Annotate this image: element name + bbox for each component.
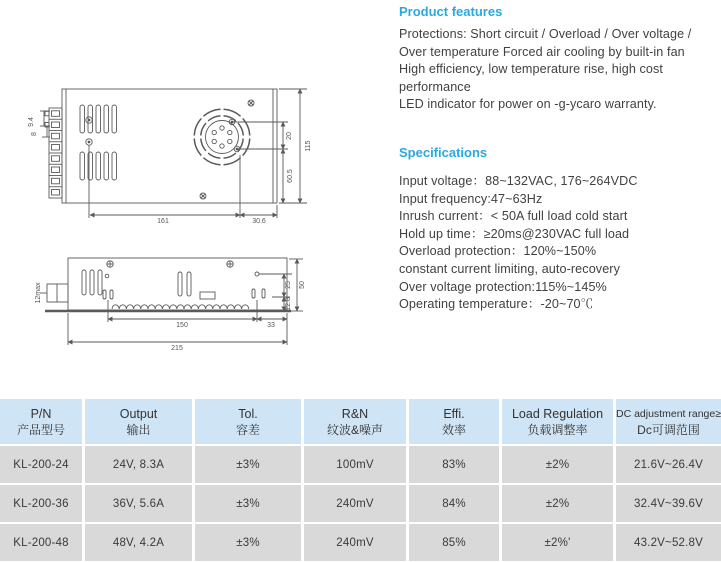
dim-115: 115 [305,140,312,152]
dim-25: 25 [285,281,292,289]
col-header-en: Tol. [238,406,258,421]
cell-dc-adjustment-range: 43.2V~52.8V [616,524,721,561]
fan-guard [191,106,253,168]
specs-title: Specifications [399,144,488,160]
col-header-en: DC adjustment range≥ [616,407,721,420]
dim-12-8: 12.8 [285,297,292,311]
cell-dc-adjustment-range: 32.4V~39.6V [616,485,721,522]
spec-line: Overload protection：120%~150% [399,244,597,259]
dim-50: 50 [299,281,306,289]
dim-30-6: 30.6 [252,218,266,225]
side-view-drawing [40,258,303,345]
features-line: High efficiency, low temperature rise, high cost [399,62,664,77]
model-spec-table [0,399,721,561]
col-header-ripple-noise [304,399,406,444]
features-line: Over temperature Forced air cooling by built-in fan [399,44,685,59]
terminal-block-side-view [40,284,68,302]
cell-pn: KL-200-24 [0,446,82,483]
dim-20: 20 [286,132,293,140]
col-header-zh: 输出 [126,422,151,437]
spec-line: Inrush current：< 50A full load cold start [399,209,628,224]
col-header-efficiency [409,399,499,444]
col-header-zh: 产品型号 [16,422,65,437]
cell-ripple-noise: 240mV [304,485,406,522]
dim-161: 161 [157,218,169,225]
dimension-labels [28,117,312,352]
product-features-section [399,4,721,114]
col-header-pn [0,399,82,444]
cell-dc-adjustment-range: 21.6V~26.4V [616,446,721,483]
col-header-dc-adjustment-range [616,399,721,444]
dim-9-4: 9.4 [28,117,35,127]
col-header-zh: 效率 [441,422,466,437]
col-header-load-regulation [502,399,613,444]
spec-line: Input frequency:47~63Hz [399,191,543,206]
col-header-en: Output [119,406,158,421]
terminal-block-top-view [45,108,62,198]
cell-load-regulation: ±2%' [502,524,613,561]
dim-12max: 12max [35,282,42,304]
dim-33: 33 [267,322,275,329]
cell-pn: KL-200-48 [0,524,82,561]
spec-line: Operating temperature：-20~70℃ [399,297,594,312]
cell-tolerance: ±3% [195,524,301,561]
col-header-tolerance [195,399,301,444]
dim-8: 8 [31,132,38,136]
cell-output: 24V, 8.3A [85,446,192,483]
dim-215: 215 [171,345,183,352]
spec-line: Input voltage：88~132VAC, 176~264VDC [399,173,638,188]
cell-ripple-noise: 240mV [304,524,406,561]
col-header-en: Effi. [443,406,465,421]
cell-efficiency: 84% [409,485,499,522]
col-header-en: R&N [341,406,369,421]
col-header-en: P/N [30,406,52,421]
features-line: LED indicator for power on -g-ycaro warranty. [399,97,657,112]
cell-tolerance: ±3% [195,485,301,522]
dim-150: 150 [176,322,188,329]
cell-output: 48V, 4.2A [85,524,192,561]
col-header-zh: 纹波&噪声 [326,422,383,437]
cell-efficiency: 85% [409,524,499,561]
fin-row [112,305,249,309]
col-header-zh: 容差 [235,422,260,437]
col-header-zh: Dc可调范围 [637,422,700,437]
col-header-en: Load Regulation [511,406,604,421]
cell-output: 36V, 5.6A [85,485,192,522]
specifications-section [399,145,721,314]
spec-line: Hold up time：≥20ms@230VAC full load [399,226,630,241]
cell-tolerance: ±3% [195,446,301,483]
cell-load-regulation: ±2% [502,485,613,522]
col-header-output [85,399,192,444]
features-line: Protections: Short circuit / Overload / Over voltage / [399,27,692,41]
cell-efficiency: 83% [409,446,499,483]
col-header-zh: 负载调整率 [527,422,588,437]
cell-pn: KL-200-36 [0,485,82,522]
spec-line: constant current limiting, auto-recovery [399,261,620,276]
technical-drawings [0,75,390,365]
vent-slots-side-view [82,270,265,299]
cell-ripple-noise: 100mV [304,446,406,483]
top-view-drawing [40,89,307,218]
dim-60-5: 60.5 [287,169,294,183]
features-line: performance [399,79,471,94]
spec-line: Over voltage protection:115%~145% [399,279,607,294]
info-column [399,4,721,314]
features-title: Product features [399,4,503,19]
cell-load-regulation: ±2% [502,446,613,483]
